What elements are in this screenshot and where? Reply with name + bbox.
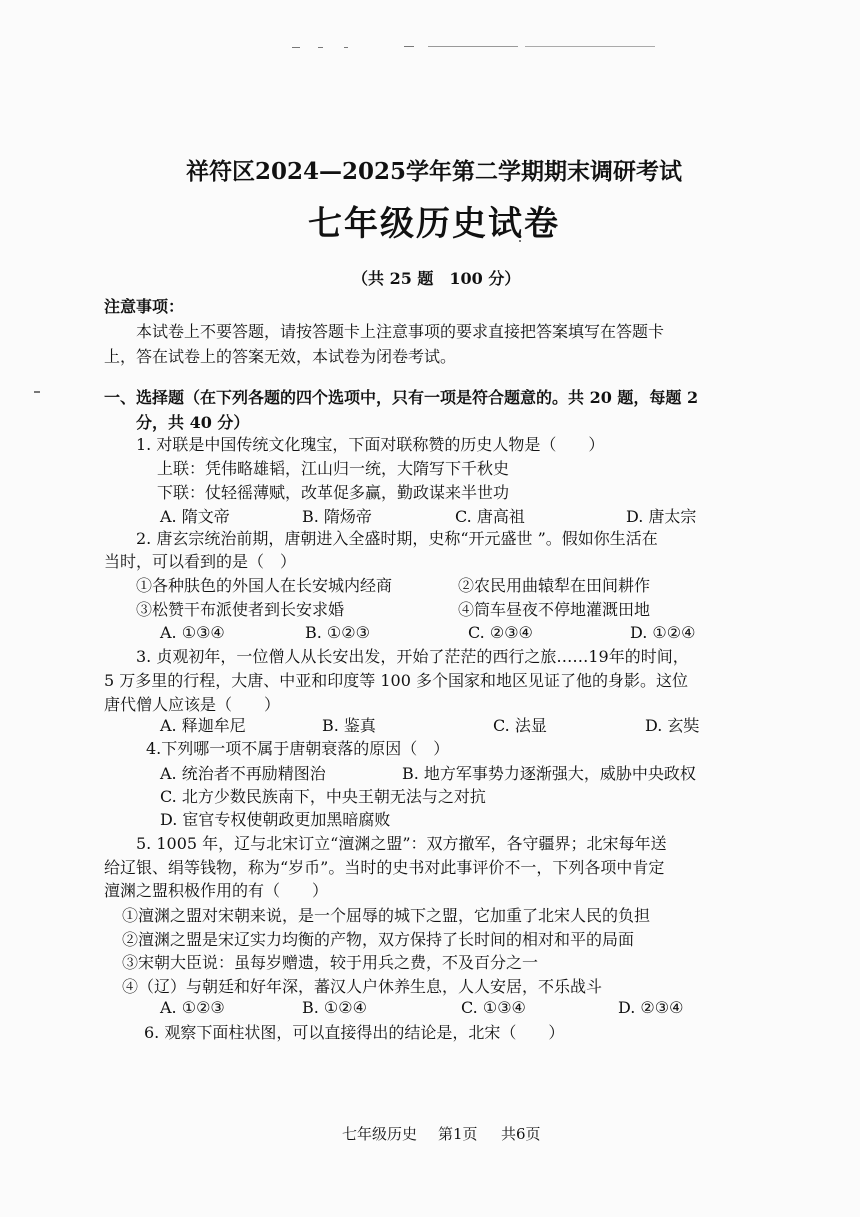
exam-info: （共 25 题 100 分） — [352, 269, 521, 288]
question-stem: 1. 对联是中国传统文化瑰宝，下面对联称赞的历史人物是（ ） — [136, 435, 605, 454]
scan-speck — [292, 47, 300, 48]
notice-heading: 注意事项： — [104, 297, 185, 316]
question-stem: 6. 观察下面柱状图，可以直接得出的结论是，北宋（ ） — [144, 1023, 565, 1042]
footer-page: 第1页 — [438, 1125, 478, 1143]
statement: ②澶渊之盟是宋辽实力均衡的产物，双方保持了长时间的相对和平的局面 — [122, 930, 635, 949]
option-d: D. 玄奘 — [645, 716, 700, 735]
exam-title: 祥符区2024—2025学年第二学期期末调研考试 — [186, 158, 683, 185]
exam-subtitle: 七年级历史试卷 — [308, 204, 560, 244]
option-c: C. ②③④ — [468, 623, 533, 642]
notice-line: 本试卷上不要答题，请按答题卡上注意事项的要求直接把答案填写在答题卡 — [136, 322, 665, 341]
statement: ④筒车昼夜不停地灌溉田地 — [458, 600, 651, 619]
scan-speck — [404, 46, 414, 47]
footer-total: 共6页 — [501, 1125, 541, 1143]
option-b: B. 地方军事势力逐渐强大，威胁中央政权 — [402, 764, 696, 783]
question-stem: 当时，可以看到的是（ ） — [104, 552, 297, 571]
question-stem: 给辽银、绢等钱物，称为“岁币”。当时的史书对此事评价不一，下列各项中肯定 — [104, 858, 665, 877]
statement: ③松赞干布派使者到长安求婚 — [136, 600, 345, 619]
option-b: B. 隋炀帝 — [302, 507, 372, 526]
option-b: B. ①②③ — [305, 623, 370, 642]
option-a: A. 统治者不再励精图治 — [160, 764, 326, 783]
option-b: B. ①②④ — [302, 998, 367, 1017]
statement: ④（辽）与朝廷和好年深，蕃汉人户休养生息，人人安居，不乐战斗 — [122, 977, 603, 996]
option-c: C. ①③④ — [461, 998, 526, 1017]
question-stem: 唐代僧人应该是（ ） — [104, 695, 281, 714]
option-d: D. ②③④ — [618, 998, 684, 1017]
question-stem: 5 万多里的行程，大唐、中亚和印度等 100 多个国家和地区见证了他的身影。这位 — [104, 671, 688, 690]
section-heading: 分，共 40 分） — [136, 413, 250, 432]
scan-speck — [428, 46, 518, 47]
scan-speck — [525, 46, 655, 47]
option-a: A. 释迦牟尼 — [160, 716, 246, 735]
option-c: C. 北方少数民族南下，中央王朝无法与之对抗 — [160, 787, 486, 806]
option-d: D. 唐太宗 — [626, 507, 697, 526]
section-heading: 一、选择题（在下列各题的四个选项中，只有一项是符合题意的。共 20 题，每题 2 — [104, 388, 699, 407]
option-a: A. 隋文帝 — [160, 507, 230, 526]
option-a: A. ①②③ — [160, 998, 225, 1017]
footer-subject: 七年级历史 — [342, 1125, 418, 1143]
question-stem: 4.下列哪一项不属于唐朝衰落的原因（ ） — [146, 739, 450, 758]
option-d: D. ①②④ — [630, 623, 696, 642]
couplet-line: 上联：凭伟略雄韬，江山归一统，大隋写下千秋史 — [157, 459, 510, 478]
option-c: C. 法显 — [493, 716, 547, 735]
option-d: D. 宦官专权使朝政更加黑暗腐败 — [160, 810, 391, 829]
statement: ①各种肤色的外国人在长安城内经商 — [136, 576, 393, 595]
statement: ③宋朝大臣说：虽每岁赠遗，较于用兵之费，不及百分之一 — [122, 953, 539, 972]
scan-speck — [34, 391, 40, 393]
question-stem: 澶渊之盟积极作用的有（ ） — [104, 881, 329, 900]
option-a: A. ①③④ — [160, 623, 225, 642]
statement: ②农民用曲辕犁在田间耕作 — [458, 576, 651, 595]
notice-line: 上，答在试卷上的答案无效，本试卷为闭卷考试。 — [104, 347, 457, 366]
couplet-line: 下联：仗轻徭薄赋，改革促多赢，勤政谋来半世功 — [157, 483, 510, 502]
question-stem: 3. 贞观初年，一位僧人从长安出发，开始了茫茫的西行之旅……19年的时间， — [136, 647, 689, 666]
scan-speck — [318, 47, 323, 48]
question-stem: 2. 唐玄宗统治前期，唐朝进入全盛时期，史称“开元盛世 ”。假如你生活在 — [136, 529, 658, 548]
option-b: B. 鉴真 — [322, 716, 376, 735]
statement: ①澶渊之盟对宋朝来说，是一个屈辱的城下之盟，它加重了北宋人民的负担 — [122, 906, 651, 925]
scan-speck — [344, 47, 348, 48]
option-c: C. 唐高祖 — [455, 507, 525, 526]
question-stem: 5. 1005 年，辽与北宋订立“澶渊之盟”：双方撤军，各守疆界；北宋每年送 — [136, 834, 667, 853]
